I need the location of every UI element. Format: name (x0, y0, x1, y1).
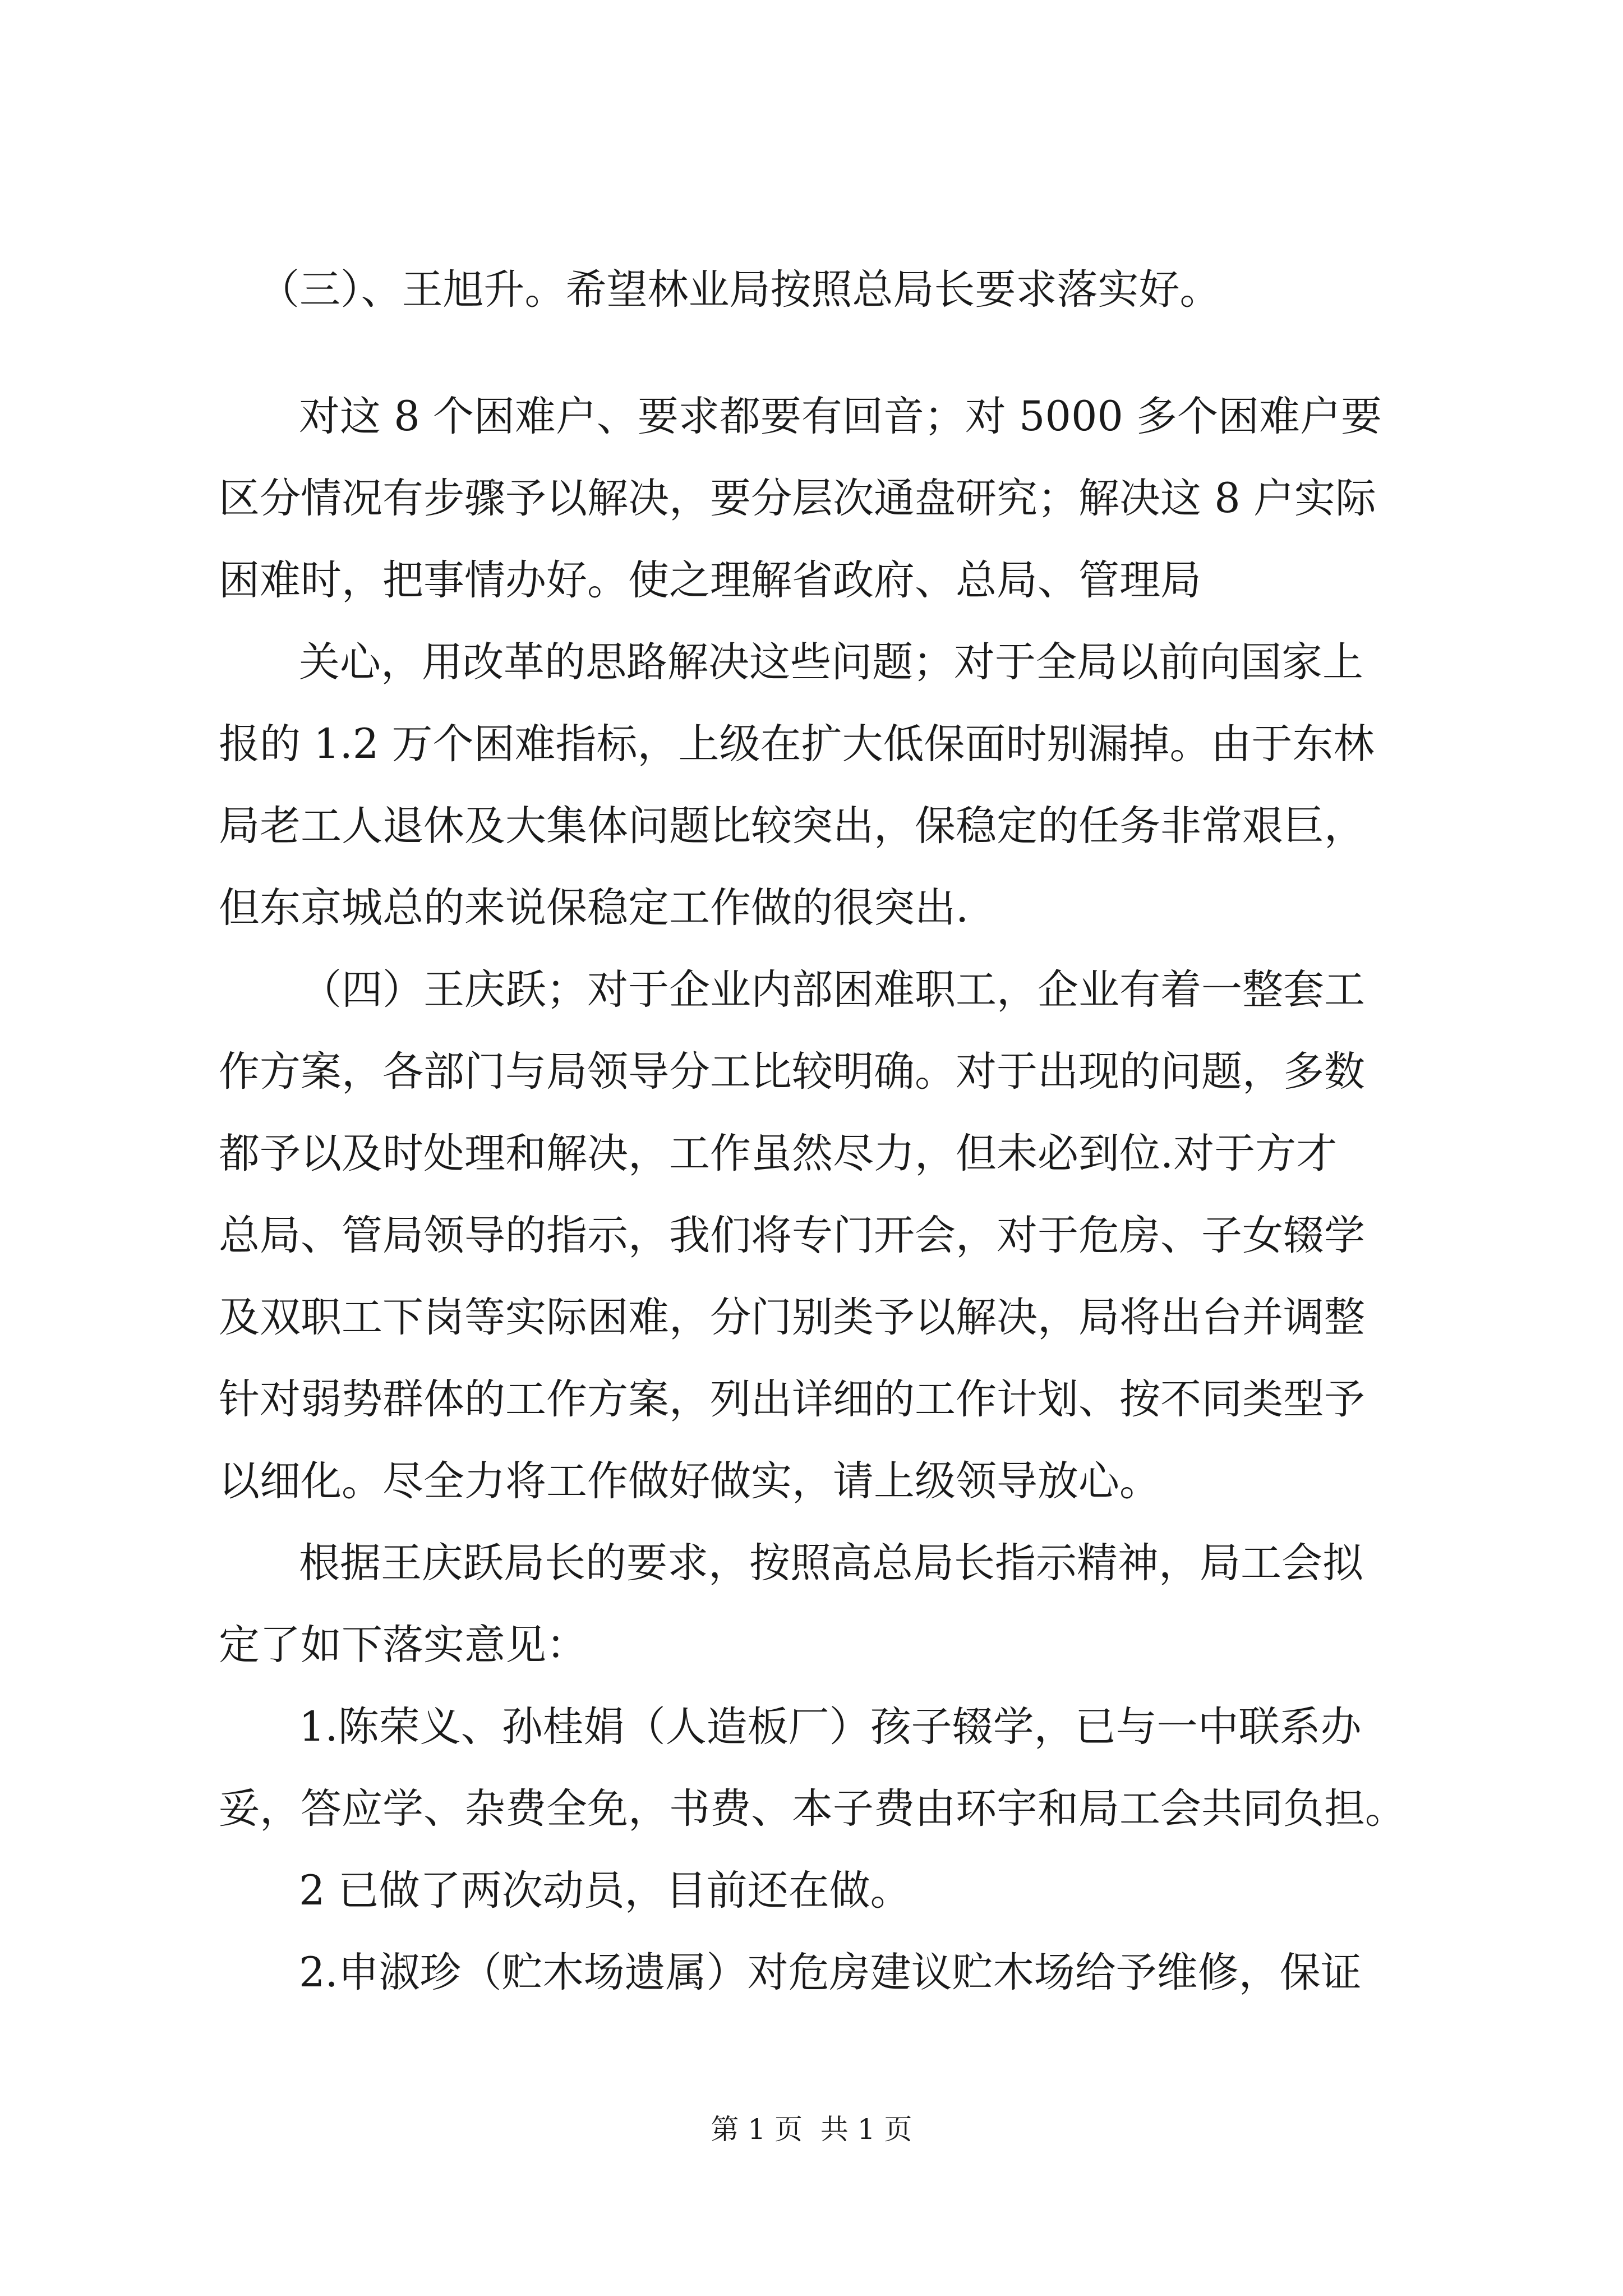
text-line-9: （四）王庆跃；对于企业内部困难职工，企业有着一整套工 (301, 966, 1365, 1014)
text-line-11: 都予以及时处理和解决，工作虽然尽力，但未必到位.对于方才 (219, 1130, 1338, 1177)
page-number-footer: 第 1 页 共 1 页 (711, 2113, 912, 2146)
text-line-3: 区分情况有步骤予以解决，要分层次通盘研究；解决这 8 户实际 (219, 475, 1376, 522)
text-line-17: 定了如下落实意见： (219, 1621, 587, 1669)
text-line-20: 2 已做了两次动员，目前还在做。 (299, 1867, 911, 1915)
text-line-14: 针对弱势群体的工作方案，列出详细的工作计划、按不同类型予 (219, 1375, 1365, 1423)
text-line-16: 根据王庆跃局长的要求，按照高总局长指示精神，局工会拟 (299, 1539, 1363, 1587)
text-line-13: 及双职工下岗等实际困难，分门别类予以解决，局将出台并调整 (219, 1294, 1365, 1341)
text-line-1: （三）、王旭升。希望林业局按照总局长要求落实好。 (259, 266, 1221, 314)
text-line-6: 报的 1.2 万个困难指标，上级在扩大低保面时别漏掉。由于东林 (219, 720, 1375, 768)
text-line-4: 困难时，把事情办好。使之理解省政府、总局、管理局 (219, 556, 1201, 604)
text-line-8: 但东京城总的来说保稳定工作做的很突出. (219, 884, 969, 932)
text-line-10: 作方案，各部门与局领导分工比较明确。对于出现的问题，多数 (219, 1048, 1365, 1096)
text-line-7: 局老工人退休及大集体问题比较突出，保稳定的任务非常艰巨， (219, 802, 1365, 850)
text-line-5: 关心，用改革的思路解决这些问题；对于全局以前向国家上 (299, 638, 1363, 686)
text-line-15: 以细化。尽全力将工作做好做实，请上级领导放心。 (219, 1457, 1160, 1505)
text-line-21: 2.申淑珍（贮木场遗属）对危房建议贮木场给予维修，保证 (299, 1949, 1362, 1996)
text-line-12: 总局、管局领导的指示，我们将专门开会，对于危房、子女辍学 (219, 1212, 1365, 1259)
text-line-19: 妥，答应学、杂费全免，书费、本子费由环宇和局工会共同负担。 (219, 1785, 1406, 1833)
text-line-2: 对这 8 个困难户、要求都要有回音；对 5000 多个困难户要 (299, 393, 1382, 440)
text-line-18: 1.陈荣义、孙桂娟（人造板厂）孩子辍学，已与一中联系办 (299, 1703, 1362, 1751)
